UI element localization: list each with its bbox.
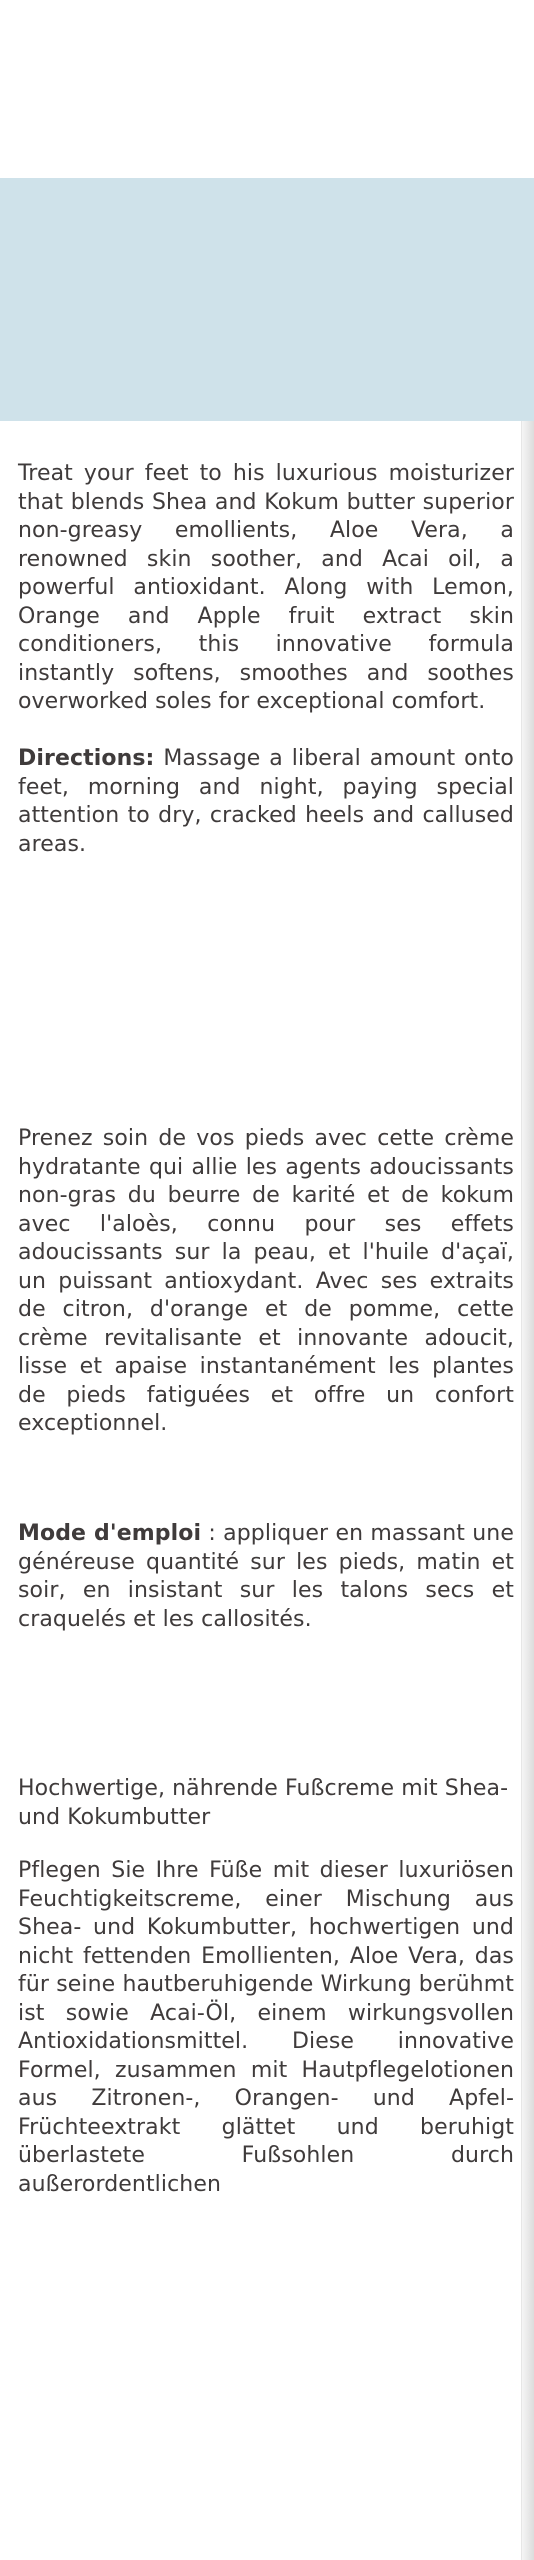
english-directions-label: Directions: — [18, 746, 155, 771]
english-directions — [18, 745, 514, 859]
german-heading: Hochwertige, nährende Fußcreme mit Shea- und Kokumbutter — [18, 1776, 509, 1830]
french-description: Prenez soin de vos pieds avec cette crème hydratante qui allie les agents adoucissants non-gras du beurre de karité et de kokum avec l'aloès, connu pour ses effets adoucissants sur la peau, et l'huile d'açaï, un puissant antioxydant. Avec ses extraits de citron, d'orange et de pomme, cette crème revitalisante et innovante adoucit, lisse et apaise instantanément les plantes de pieds fatiguées et offre un confort exceptionnel. — [18, 1126, 514, 1436]
english-directions-text: Massage a liberal amount onto feet, morning and night, paying special attention to dry, cracked heels and callused areas. — [18, 746, 514, 857]
english-description: Treat your feet to his luxurious moisturizer that blends Shea and Kokum butter superior non-greasy emollients, Aloe Vera, a renowned skin soother, and Acai oil, a powerful antioxidant. Along with Lemon, Orange and Apple fruit extract skin conditioners, this innovative formula instantly softens, smoothes and soothes overworked soles for exceptional comfort. — [18, 461, 514, 714]
french-directions — [18, 1520, 514, 1634]
french-directions-text: : appliquer en massant une généreuse quantité sur les pieds, matin et soir, en insistant sur les talons secs et craquelés et les callosités. — [18, 1521, 514, 1632]
german-description: Pflegen Sie Ihre Füße mit dieser luxuriösen Feuchtigkeitscreme, einer Mischung aus Shea- und Kokumbutter, hochwertigen und nicht fettenden Emollienten, Aloe Vera, das für seine hautberuhigende Wirkung berühmt ist sowie Acai-Öl, einem wirkungsvollen Antioxidationsmittel. Diese innovative Formel, zusammen mit Hautpflegelotionen aus Zitronen-, Orangen- und Apfel-Früchteextrakt glättet und beruhigt überlastete Fußsohlen durch außerordentlichen — [18, 1858, 514, 2197]
top-margin — [0, 0, 534, 178]
french-directions-label: Mode d'emploi — [18, 1521, 202, 1546]
right-edge-shadow — [522, 421, 534, 2560]
blue-header-band — [0, 178, 534, 421]
